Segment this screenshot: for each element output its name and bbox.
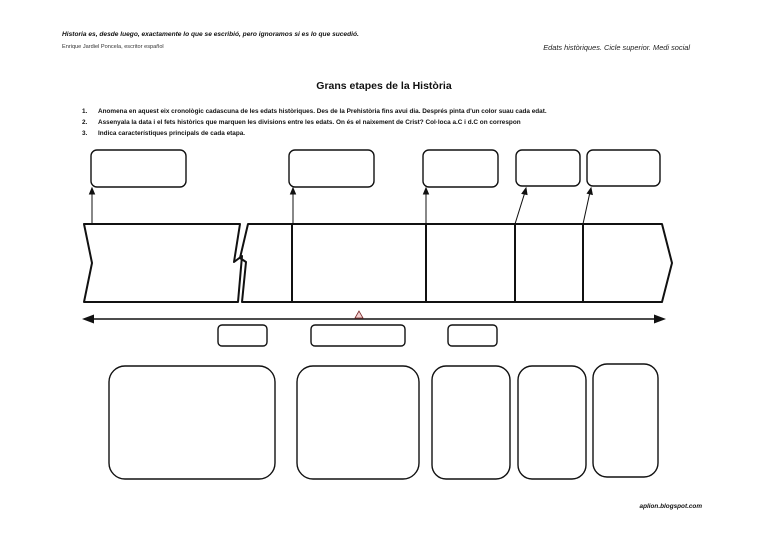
instruction-item: 3. Indica característiques principals de cada etapa. — [82, 130, 246, 137]
timeline-band-prehistory — [84, 224, 242, 302]
top-answer-box-3[interactable] — [423, 150, 498, 187]
date-box-3[interactable] — [448, 325, 497, 346]
top-answer-box-5[interactable] — [587, 150, 660, 186]
subject-label: Edats històriques. Cicle superior. Medi social — [543, 43, 690, 52]
date-box-1[interactable] — [218, 325, 267, 346]
timeline-band-main — [240, 224, 672, 302]
characteristics-box-1[interactable] — [109, 366, 275, 479]
characteristics-box-4[interactable] — [518, 366, 586, 479]
header-quote: Historia es, desde luego, exactamente lo que se escribió, pero ignoramos si es lo que sucedió. — [62, 31, 359, 38]
birth-of-christ-marker — [355, 311, 363, 318]
instruction-item: 2. Assenyala la data i el fets històrics que marquen les divisions entre les edats. On és el naixement de Crist? Col·loca a.C i d.C on correspon — [82, 119, 521, 126]
instruction-item: 1. Anomena en aquest eix cronològic cadascuna de les edats històriques. Des de la Prehistòria fins avui dia. Després pinta d'un color suau cada edat. — [82, 108, 547, 115]
top-answer-box-1[interactable] — [91, 150, 186, 187]
top-answer-box-2[interactable] — [289, 150, 374, 187]
footer-url: aplion.blogspot.com — [639, 503, 702, 510]
date-box-2[interactable] — [311, 325, 405, 346]
quote-author: Enrique Jardiel Poncela, escritor español — [62, 44, 164, 50]
characteristics-box-5[interactable] — [593, 364, 658, 477]
time-axis-arrow — [82, 311, 666, 324]
connector-arrows — [90, 188, 593, 224]
characteristics-box-3[interactable] — [432, 366, 510, 479]
top-answer-box-4[interactable] — [516, 150, 580, 186]
characteristics-box-2[interactable] — [297, 366, 419, 479]
page-title: Grans etapes de la Història — [316, 80, 452, 92]
